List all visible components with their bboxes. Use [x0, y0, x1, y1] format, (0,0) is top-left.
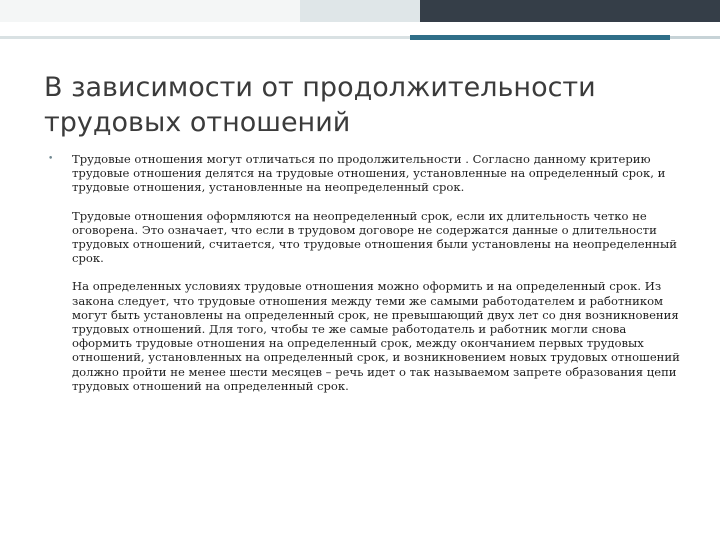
paragraph [48, 209, 686, 266]
paragraph-text: Трудовые отношения могут отличаться по продолжительности . Согласно данному критерию трудовые отношения делятся на трудовые отношения, установленные на определенный срок, и трудовые отношения, установленные на неопределенный срок. [72, 152, 666, 195]
paragraph-text: Трудовые отношения оформляются на неопределенный срок, если их длительность четко не оговорена. Это означает, что если в трудовом договоре не содержатся данные о длительности трудовых отношений, считается, что трудовые отношения были установлены на неопределенный срок. [72, 208, 677, 266]
header-rule-accent [410, 35, 670, 40]
top-decorative-band [0, 0, 720, 22]
slide-body [48, 152, 686, 407]
bullet-paragraph [48, 152, 686, 195]
band-light-segment [0, 0, 300, 22]
paragraph-text: На определенных условиях трудовые отношения можно оформить и на определенный срок. Из закона следует, что трудовые отношения между теми же самыми работодателем и работником могут быть установлены на определенный срок, не превышающий двух лет со дня возникновения трудовых отношений. Для того, чтобы те же самые работодатель и работник могли снова оформить трудовые отношения на определенный срок, между окончанием первых трудовых отношений, установленных на определенный срок, и возникновением новых трудовых отношений должно пройти не менее шести месяцев – речь идет о так называемом запрете образования цепи трудовых отношений на определенный срок. [72, 279, 680, 393]
paragraph [48, 279, 686, 393]
band-dark-segment [420, 0, 720, 22]
slide-title: В зависимости от продолжительности трудовых отношений [44, 72, 596, 138]
band-accent-segment [300, 0, 420, 22]
header-rule-end [670, 36, 720, 39]
bullet-icon: • [48, 154, 54, 164]
